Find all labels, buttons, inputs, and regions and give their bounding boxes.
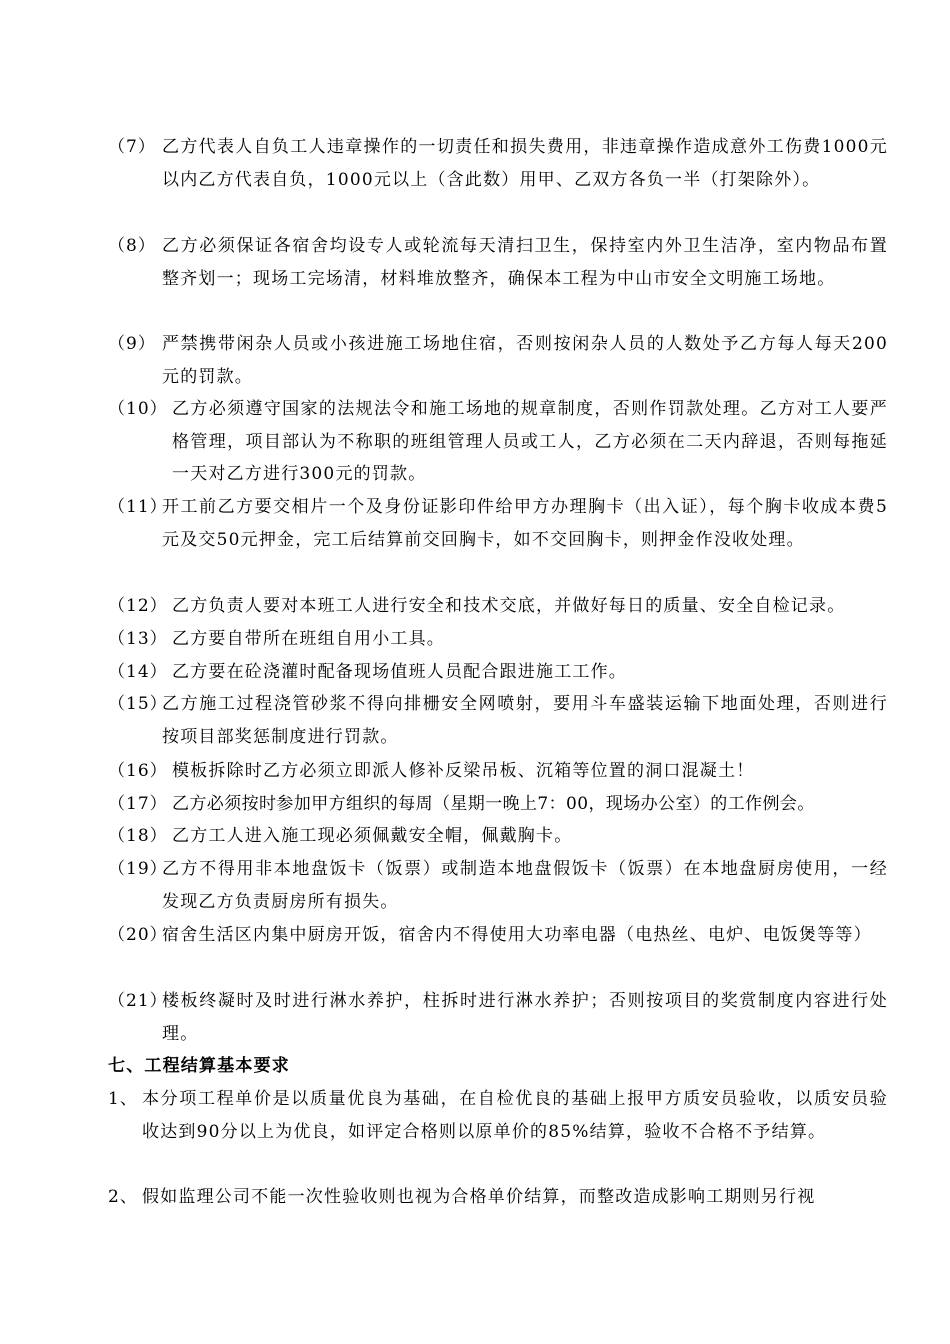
clause-text: 楼板终凝时及时进行淋水养护，柱拆时进行淋水养护；否则按项目的奖赏制度内容进行处理。 xyxy=(162,991,888,1044)
clause-number: （8） xyxy=(108,236,156,256)
clause-text: 乙方必须遵守国家的法规法令和施工场地的规章制度，否则作罚款处理。乙方对工人要严格管理，项目部认为不称职的班组管理人员或工人，乙方必须在二天内辞退，否则每拖延一天对乙方进行300元的罚款。 xyxy=(172,399,888,484)
clause-text: 乙方不得用非本地盘饭卡（饭票）或制造本地盘假饭卡（饭票）在本地盘厨房使用，一经发现乙方负责厨房所有损失。 xyxy=(162,859,888,912)
item-number: 2、 xyxy=(108,1187,138,1207)
clause-number: （15） xyxy=(108,694,168,714)
clause-number: （18） xyxy=(108,826,168,846)
clause-text: 开工前乙方要交相片一个及身份证影印件给甲方办理胸卡（出入证），每个胸卡收成本费5元及交50元押金，完工后结算前交回胸卡，如不交回胸卡，则押金作没收处理。 xyxy=(162,497,888,550)
clause-number: （12） xyxy=(108,596,168,616)
item-number: 1、 xyxy=(108,1089,138,1109)
clause-text: 乙方工人进入施工现必须佩戴安全帽，佩戴胸卡。 xyxy=(172,826,573,846)
item-text: 本分项工程单价是以质量优良为基础，在自检优良的基础上报甲方质安员验收，以质安员验收达到90分以上为优良，如评定合格则以原单价的85%结算，验收不合格不予结算。 xyxy=(142,1089,888,1142)
clause-text: 乙方施工过程浇管砂浆不得向排栅安全网喷射，要用斗车盛装运输下地面处理，否则进行按项目部奖惩制度进行罚款。 xyxy=(162,694,888,747)
section-heading: 七、工程结算基本要求 xyxy=(108,1056,290,1076)
clause-text: 严禁携带闲杂人员或小孩进施工场地住宿，否则按闲杂人员的人数处予乙方每人每天200元的罚款。 xyxy=(162,334,888,387)
clause-number: （21） xyxy=(108,991,168,1011)
clause-number: （19） xyxy=(108,859,168,879)
clause-number: （10） xyxy=(108,399,168,419)
clause-number: （7） xyxy=(108,137,156,157)
clause-text: 乙方必须按时参加甲方组织的每周（星期一晚上7：00，现场办公室）的工作例会。 xyxy=(172,794,815,814)
clause-text: 乙方要自带所在班组自用小工具。 xyxy=(172,629,445,649)
item-text: 假如监理公司不能一次性验收则也视为合格单价结算，而整改造成影响工期则另行视 xyxy=(142,1187,816,1207)
clause-text: 模板拆除时乙方必须立即派人修补反梁吊板、沉箱等位置的洞口混凝土！ xyxy=(172,761,755,781)
clause-text: 乙方要在砼浇灌时配备现场值班人员配合跟进施工工作。 xyxy=(172,662,627,682)
clause-text: 宿舍生活区内集中厨房开饭，宿舍内不得使用大功率电器（电热丝、电炉、电饭煲等等） xyxy=(162,925,872,945)
clause-number: （14） xyxy=(108,662,168,682)
clause-number: （13） xyxy=(108,629,168,649)
clause-text: 乙方必须保证各宿舍均设专人或轮流每天清扫卫生，保持室内外卫生洁净，室内物品布置整齐划一；现场工完场清，材料堆放整齐，确保本工程为中山市安全文明施工场地。 xyxy=(162,236,888,289)
clause-number: （9） xyxy=(108,334,156,354)
clause-number: （20） xyxy=(108,925,168,945)
clause-number: （16） xyxy=(108,761,168,781)
clause-text: 乙方代表人自负工人违章操作的一切责任和损失费用，非违章操作造成意外工伤费1000元以内乙方代表自负，1000元以上（含此数）用甲、乙双方各负一半（打架除外）。 xyxy=(162,137,888,190)
clause-number: （17） xyxy=(108,794,168,814)
clause-text: 乙方负责人要对本班工人进行安全和技术交底，并做好每日的质量、安全自检记录。 xyxy=(172,596,846,616)
clause-number: （11） xyxy=(108,497,168,517)
